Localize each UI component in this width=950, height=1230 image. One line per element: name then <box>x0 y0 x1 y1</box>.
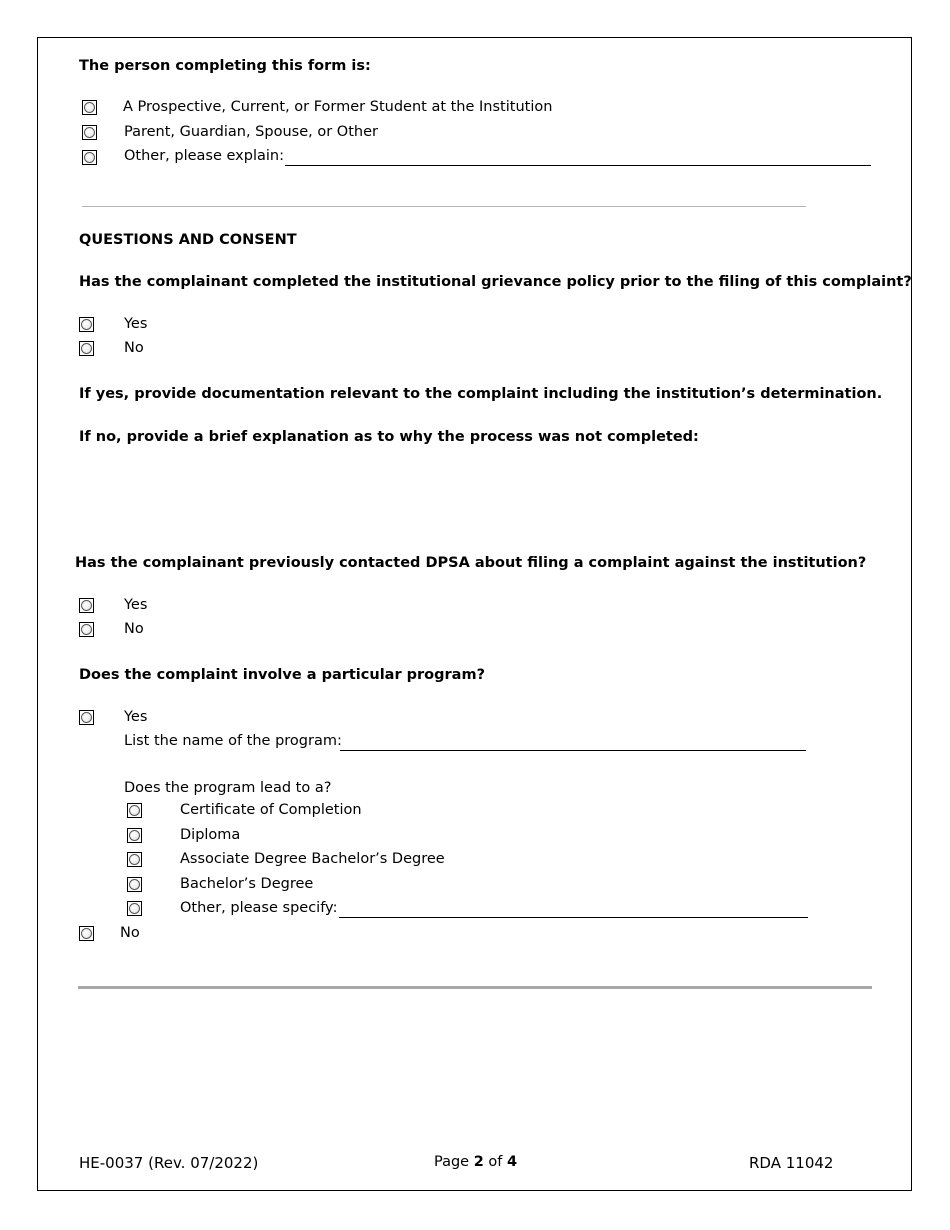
radio-associate[interactable] <box>127 852 142 867</box>
question-grievance: Has the complainant completed the institutional grievance policy prior to the filing of this complaint? <box>79 274 912 290</box>
radio-parent[interactable] <box>82 125 97 140</box>
section-divider <box>82 206 806 207</box>
radio-student[interactable] <box>82 100 97 115</box>
radio-program-yes[interactable] <box>79 710 94 725</box>
option-label-grievance-yes: Yes <box>124 316 148 332</box>
page-total: 4 <box>507 1154 518 1170</box>
radio-certificate[interactable] <box>127 803 142 818</box>
other-degree-field[interactable] <box>339 917 808 918</box>
instruction-if-no: If no, provide a brief explanation as to why the process was not completed: <box>79 429 699 445</box>
radio-dpsa-no[interactable] <box>79 622 94 637</box>
radio-dpsa-yes[interactable] <box>79 598 94 613</box>
radio-other[interactable] <box>82 150 97 165</box>
footer-rda: RDA 11042 <box>749 1154 834 1172</box>
other-explain-field[interactable] <box>285 165 871 166</box>
option-label-program-no: No <box>120 925 140 941</box>
footer-page-number <box>434 1154 517 1170</box>
radio-grievance-no[interactable] <box>79 341 94 356</box>
radio-bachelor[interactable] <box>127 877 142 892</box>
option-label-dpsa-no: No <box>124 621 144 637</box>
program-name-field[interactable] <box>340 750 806 751</box>
bottom-divider <box>78 986 872 989</box>
option-label-associate: Associate Degree Bachelor’s Degree <box>180 851 445 867</box>
section-heading-questions: QUESTIONS AND CONSENT <box>79 232 297 248</box>
option-label-grievance-no: No <box>124 340 144 356</box>
radio-other-degree[interactable] <box>127 901 142 916</box>
program-lead-question: Does the program lead to a? <box>124 780 332 796</box>
page-prefix: Page <box>434 1154 470 1170</box>
option-label-dpsa-yes: Yes <box>124 597 148 613</box>
option-label-other-degree: Other, please specify: <box>180 900 338 916</box>
section-title-person: The person completing this form is: <box>79 58 371 74</box>
option-label-program-yes: Yes <box>124 709 148 725</box>
program-name-label: List the name of the program: <box>124 733 342 749</box>
radio-diploma[interactable] <box>127 828 142 843</box>
question-program: Does the complaint involve a particular program? <box>79 667 485 683</box>
option-label-diploma: Diploma <box>180 827 241 843</box>
radio-grievance-yes[interactable] <box>79 317 94 332</box>
page-frame <box>37 37 912 1191</box>
page-current: 2 <box>473 1154 484 1170</box>
option-label-other: Other, please explain: <box>124 148 284 164</box>
radio-program-no[interactable] <box>79 926 94 941</box>
option-label-student: A Prospective, Current, or Former Student at the Institution <box>123 99 553 115</box>
question-dpsa-contact: Has the complainant previously contacted DPSA about filing a complaint against the institution? <box>75 555 867 571</box>
option-label-bachelor: Bachelor’s Degree <box>180 876 314 892</box>
option-label-parent: Parent, Guardian, Spouse, or Other <box>124 124 378 140</box>
instruction-if-yes: If yes, provide documentation relevant to the complaint including the institution’s determination. <box>79 386 883 402</box>
footer-form-id: HE-0037 (Rev. 07/2022) <box>79 1154 259 1172</box>
page-of: of <box>488 1154 503 1170</box>
option-label-certificate: Certificate of Completion <box>180 802 362 818</box>
